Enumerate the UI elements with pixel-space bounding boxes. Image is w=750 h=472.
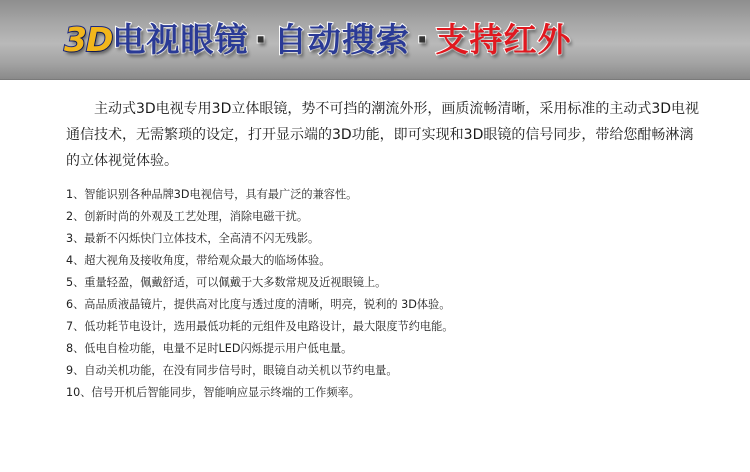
feature-item: 8、低电自检功能，电量不足时LED闪烁提示用户低电量。	[66, 342, 353, 355]
feature-item: 1、智能识别各种品牌3D电视信号，具有最广泛的兼容性。	[66, 188, 358, 201]
feature-item: 2、创新时尚的外观及工艺处理，消除电磁干扰。	[66, 210, 309, 223]
feature-item: 4、超大视角及接收角度，带给观众最大的临场体验。	[66, 254, 331, 267]
banner-part-auto-search: 自动搜索	[273, 20, 410, 59]
feature-item: 7、低功耗节电设计，选用最低功耗的元组件及电路设计，最大限度节约电能。	[66, 320, 454, 333]
intro-paragraph: 主动式3D电视专用3D立体眼镜，势不可挡的潮流外形，画质流畅清晰，采用标准的主动式3D电视通信技术，无需繁琐的设定，打开显示端的3D功能，即可实现和3D眼镜的信号同步，带给您酣畅淋漓的立体视觉体验。	[66, 101, 700, 169]
banner-separator-dot: ·	[254, 20, 268, 59]
banner-separator-dot: ·	[415, 20, 430, 59]
feature-list	[66, 184, 454, 404]
feature-item: 6、高品质液晶镜片，提供高对比度与透过度的清晰，明亮，锐利的 3D体验。	[66, 298, 451, 311]
feature-item: 5、重量轻盈，佩戴舒适，可以佩戴于大多数常规及近视眼镜上。	[66, 276, 387, 289]
title-banner	[0, 0, 750, 80]
feature-item: 3、最新不闪烁快门立体技术，全高清不闪无残影。	[66, 232, 320, 245]
feature-item: 10、信号开机后智能同步，智能响应显示终端的工作频率。	[66, 386, 360, 399]
banner-part-infrared: 支持红外	[435, 20, 572, 59]
banner-title	[64, 18, 571, 62]
banner-part-tv-glasses: 电视眼镜	[112, 20, 249, 59]
banner-3d-text: 3D	[64, 20, 113, 59]
feature-item: 9、自动关机功能，在没有同步信号时，眼镜自动关机以节约电量。	[66, 364, 398, 377]
